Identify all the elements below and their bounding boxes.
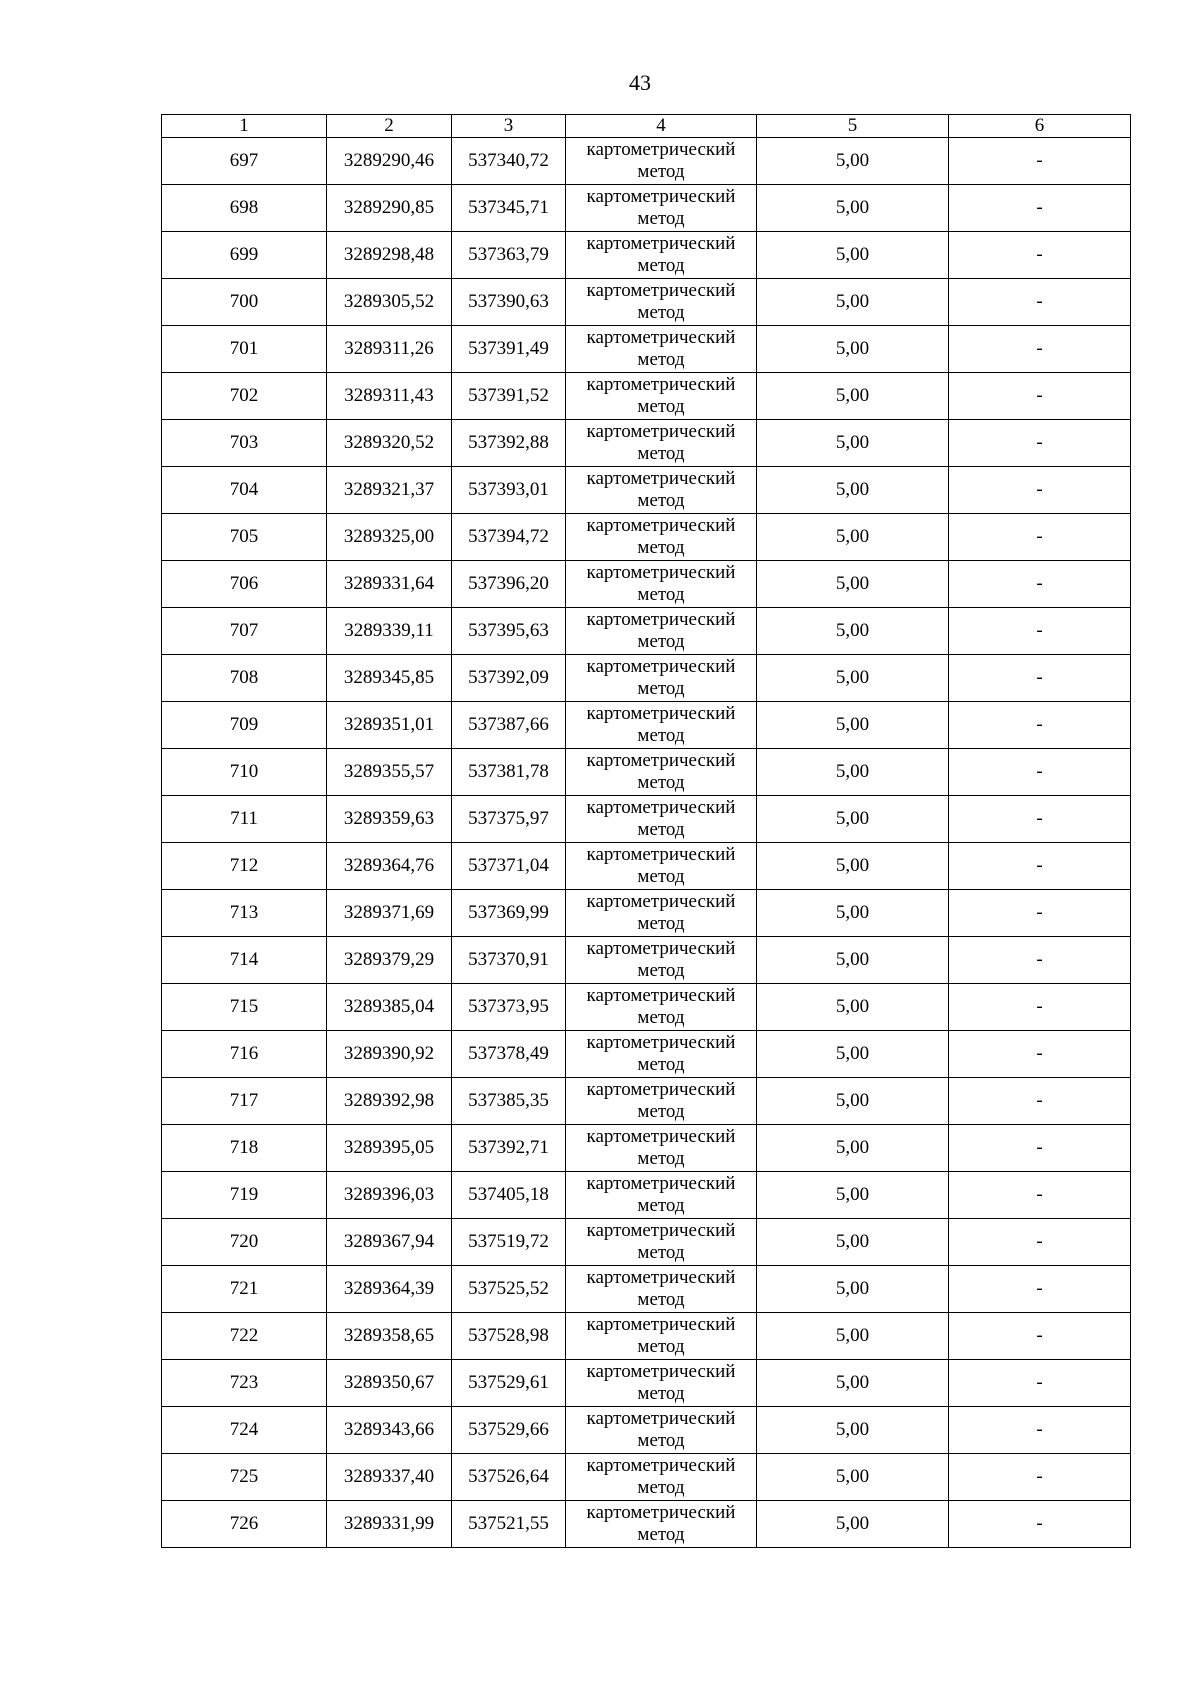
point-number-cell: 716 xyxy=(162,1031,327,1078)
table-body xyxy=(162,138,1131,1548)
table-row xyxy=(162,1313,1131,1360)
point-number-cell: 697 xyxy=(162,138,327,185)
x-coordinate-cell: 3289305,52 xyxy=(327,279,452,326)
table-row xyxy=(162,1172,1131,1219)
note-cell: - xyxy=(949,1407,1131,1454)
table-row xyxy=(162,608,1131,655)
method-cell: картометрический метод xyxy=(566,1125,757,1172)
table-row xyxy=(162,1219,1131,1266)
method-cell: картометрический метод xyxy=(566,1454,757,1501)
x-coordinate-cell: 3289350,67 xyxy=(327,1360,452,1407)
x-coordinate-cell: 3289367,94 xyxy=(327,1219,452,1266)
point-number-cell: 717 xyxy=(162,1078,327,1125)
method-cell: картометрический метод xyxy=(566,749,757,796)
accuracy-cell: 5,00 xyxy=(757,138,949,185)
accuracy-cell: 5,00 xyxy=(757,796,949,843)
y-coordinate-cell: 537391,49 xyxy=(452,326,566,373)
table-row xyxy=(162,1501,1131,1548)
accuracy-cell: 5,00 xyxy=(757,1407,949,1454)
x-coordinate-cell: 3289337,40 xyxy=(327,1454,452,1501)
method-cell: картометрический метод xyxy=(566,514,757,561)
y-coordinate-cell: 537340,72 xyxy=(452,138,566,185)
accuracy-cell: 5,00 xyxy=(757,561,949,608)
accuracy-cell: 5,00 xyxy=(757,279,949,326)
note-cell: - xyxy=(949,1125,1131,1172)
note-cell: - xyxy=(949,561,1131,608)
accuracy-cell: 5,00 xyxy=(757,843,949,890)
x-coordinate-cell: 3289359,63 xyxy=(327,796,452,843)
coordinates-table xyxy=(161,114,1131,1548)
note-cell: - xyxy=(949,796,1131,843)
point-number-cell: 724 xyxy=(162,1407,327,1454)
note-cell: - xyxy=(949,467,1131,514)
header-row xyxy=(162,115,1131,138)
y-coordinate-cell: 537370,91 xyxy=(452,937,566,984)
point-number-cell: 714 xyxy=(162,937,327,984)
accuracy-cell: 5,00 xyxy=(757,1360,949,1407)
table-row xyxy=(162,1454,1131,1501)
table-header xyxy=(162,115,1131,138)
point-number-cell: 715 xyxy=(162,984,327,1031)
point-number-cell: 723 xyxy=(162,1360,327,1407)
x-coordinate-cell: 3289379,29 xyxy=(327,937,452,984)
y-coordinate-cell: 537385,35 xyxy=(452,1078,566,1125)
note-cell: - xyxy=(949,279,1131,326)
point-number-cell: 707 xyxy=(162,608,327,655)
method-cell: картометрический метод xyxy=(566,702,757,749)
page-number: 43 xyxy=(629,70,651,95)
column-header: 4 xyxy=(566,115,757,138)
point-number-cell: 722 xyxy=(162,1313,327,1360)
x-coordinate-cell: 3289320,52 xyxy=(327,420,452,467)
accuracy-cell: 5,00 xyxy=(757,1172,949,1219)
note-cell: - xyxy=(949,1031,1131,1078)
table-row xyxy=(162,1031,1131,1078)
y-coordinate-cell: 537525,52 xyxy=(452,1266,566,1313)
y-coordinate-cell: 537371,04 xyxy=(452,843,566,890)
y-coordinate-cell: 537391,52 xyxy=(452,373,566,420)
table-row xyxy=(162,890,1131,937)
x-coordinate-cell: 3289290,46 xyxy=(327,138,452,185)
method-cell: картометрический метод xyxy=(566,279,757,326)
method-cell: картометрический метод xyxy=(566,1313,757,1360)
method-cell: картометрический метод xyxy=(566,420,757,467)
y-coordinate-cell: 537392,71 xyxy=(452,1125,566,1172)
x-coordinate-cell: 3289364,39 xyxy=(327,1266,452,1313)
x-coordinate-cell: 3289385,04 xyxy=(327,984,452,1031)
y-coordinate-cell: 537392,88 xyxy=(452,420,566,467)
accuracy-cell: 5,00 xyxy=(757,1125,949,1172)
y-coordinate-cell: 537387,66 xyxy=(452,702,566,749)
method-cell: картометрический метод xyxy=(566,1031,757,1078)
table-row xyxy=(162,420,1131,467)
note-cell: - xyxy=(949,749,1131,796)
point-number-cell: 718 xyxy=(162,1125,327,1172)
y-coordinate-cell: 537521,55 xyxy=(452,1501,566,1548)
y-coordinate-cell: 537363,79 xyxy=(452,232,566,279)
table-row xyxy=(162,467,1131,514)
method-cell: картометрический метод xyxy=(566,1501,757,1548)
y-coordinate-cell: 537393,01 xyxy=(452,467,566,514)
table-row xyxy=(162,655,1131,702)
point-number-cell: 708 xyxy=(162,655,327,702)
note-cell: - xyxy=(949,1501,1131,1548)
point-number-cell: 699 xyxy=(162,232,327,279)
accuracy-cell: 5,00 xyxy=(757,890,949,937)
method-cell: картометрический метод xyxy=(566,326,757,373)
point-number-cell: 702 xyxy=(162,373,327,420)
accuracy-cell: 5,00 xyxy=(757,1313,949,1360)
point-number-cell: 726 xyxy=(162,1501,327,1548)
method-cell: картометрический метод xyxy=(566,1407,757,1454)
method-cell: картометрический метод xyxy=(566,1219,757,1266)
column-header: 2 xyxy=(327,115,452,138)
table-row xyxy=(162,138,1131,185)
x-coordinate-cell: 3289358,65 xyxy=(327,1313,452,1360)
x-coordinate-cell: 3289331,64 xyxy=(327,561,452,608)
method-cell: картометрический метод xyxy=(566,373,757,420)
accuracy-cell: 5,00 xyxy=(757,655,949,702)
accuracy-cell: 5,00 xyxy=(757,326,949,373)
table-row xyxy=(162,232,1131,279)
method-cell: картометрический метод xyxy=(566,1172,757,1219)
method-cell: картометрический метод xyxy=(566,796,757,843)
point-number-cell: 704 xyxy=(162,467,327,514)
method-cell: картометрический метод xyxy=(566,1266,757,1313)
table-row xyxy=(162,796,1131,843)
note-cell: - xyxy=(949,1454,1131,1501)
y-coordinate-cell: 537390,63 xyxy=(452,279,566,326)
y-coordinate-cell: 537526,64 xyxy=(452,1454,566,1501)
note-cell: - xyxy=(949,232,1131,279)
y-coordinate-cell: 537395,63 xyxy=(452,608,566,655)
x-coordinate-cell: 3289345,85 xyxy=(327,655,452,702)
table-row xyxy=(162,185,1131,232)
y-coordinate-cell: 537381,78 xyxy=(452,749,566,796)
column-header: 1 xyxy=(162,115,327,138)
y-coordinate-cell: 537529,61 xyxy=(452,1360,566,1407)
note-cell: - xyxy=(949,1219,1131,1266)
x-coordinate-cell: 3289364,76 xyxy=(327,843,452,890)
x-coordinate-cell: 3289371,69 xyxy=(327,890,452,937)
note-cell: - xyxy=(949,373,1131,420)
table-row xyxy=(162,1125,1131,1172)
x-coordinate-cell: 3289321,37 xyxy=(327,467,452,514)
method-cell: картометрический метод xyxy=(566,185,757,232)
x-coordinate-cell: 3289311,43 xyxy=(327,373,452,420)
note-cell: - xyxy=(949,1266,1131,1313)
method-cell: картометрический метод xyxy=(566,1078,757,1125)
x-coordinate-cell: 3289355,57 xyxy=(327,749,452,796)
table-row xyxy=(162,1407,1131,1454)
note-cell: - xyxy=(949,890,1131,937)
note-cell: - xyxy=(949,655,1131,702)
y-coordinate-cell: 537378,49 xyxy=(452,1031,566,1078)
column-header: 3 xyxy=(452,115,566,138)
x-coordinate-cell: 3289343,66 xyxy=(327,1407,452,1454)
table-row xyxy=(162,1360,1131,1407)
table-row xyxy=(162,749,1131,796)
method-cell: картометрический метод xyxy=(566,843,757,890)
method-cell: картометрический метод xyxy=(566,890,757,937)
accuracy-cell: 5,00 xyxy=(757,937,949,984)
note-cell: - xyxy=(949,843,1131,890)
accuracy-cell: 5,00 xyxy=(757,232,949,279)
table-row xyxy=(162,1078,1131,1125)
accuracy-cell: 5,00 xyxy=(757,373,949,420)
point-number-cell: 713 xyxy=(162,890,327,937)
method-cell: картометрический метод xyxy=(566,655,757,702)
y-coordinate-cell: 537373,95 xyxy=(452,984,566,1031)
accuracy-cell: 5,00 xyxy=(757,749,949,796)
method-cell: картометрический метод xyxy=(566,984,757,1031)
accuracy-cell: 5,00 xyxy=(757,514,949,561)
note-cell: - xyxy=(949,937,1131,984)
table-row xyxy=(162,279,1131,326)
point-number-cell: 712 xyxy=(162,843,327,890)
note-cell: - xyxy=(949,1078,1131,1125)
y-coordinate-cell: 537375,97 xyxy=(452,796,566,843)
method-cell: картометрический метод xyxy=(566,467,757,514)
accuracy-cell: 5,00 xyxy=(757,185,949,232)
x-coordinate-cell: 3289290,85 xyxy=(327,185,452,232)
point-number-cell: 725 xyxy=(162,1454,327,1501)
y-coordinate-cell: 537396,20 xyxy=(452,561,566,608)
accuracy-cell: 5,00 xyxy=(757,1219,949,1266)
table-row xyxy=(162,326,1131,373)
point-number-cell: 721 xyxy=(162,1266,327,1313)
accuracy-cell: 5,00 xyxy=(757,1031,949,1078)
point-number-cell: 705 xyxy=(162,514,327,561)
x-coordinate-cell: 3289351,01 xyxy=(327,702,452,749)
point-number-cell: 720 xyxy=(162,1219,327,1266)
point-number-cell: 719 xyxy=(162,1172,327,1219)
column-header: 6 xyxy=(949,115,1131,138)
accuracy-cell: 5,00 xyxy=(757,420,949,467)
point-number-cell: 703 xyxy=(162,420,327,467)
accuracy-cell: 5,00 xyxy=(757,467,949,514)
x-coordinate-cell: 3289298,48 xyxy=(327,232,452,279)
x-coordinate-cell: 3289311,26 xyxy=(327,326,452,373)
y-coordinate-cell: 537369,99 xyxy=(452,890,566,937)
method-cell: картометрический метод xyxy=(566,232,757,279)
column-header: 5 xyxy=(757,115,949,138)
y-coordinate-cell: 537405,18 xyxy=(452,1172,566,1219)
table-row xyxy=(162,843,1131,890)
method-cell: картометрический метод xyxy=(566,561,757,608)
note-cell: - xyxy=(949,138,1131,185)
x-coordinate-cell: 3289331,99 xyxy=(327,1501,452,1548)
x-coordinate-cell: 3289339,11 xyxy=(327,608,452,655)
table-row xyxy=(162,702,1131,749)
y-coordinate-cell: 537345,71 xyxy=(452,185,566,232)
y-coordinate-cell: 537528,98 xyxy=(452,1313,566,1360)
point-number-cell: 710 xyxy=(162,749,327,796)
accuracy-cell: 5,00 xyxy=(757,702,949,749)
point-number-cell: 700 xyxy=(162,279,327,326)
y-coordinate-cell: 537394,72 xyxy=(452,514,566,561)
table-row xyxy=(162,514,1131,561)
x-coordinate-cell: 3289396,03 xyxy=(327,1172,452,1219)
accuracy-cell: 5,00 xyxy=(757,608,949,655)
y-coordinate-cell: 537529,66 xyxy=(452,1407,566,1454)
note-cell: - xyxy=(949,1360,1131,1407)
point-number-cell: 709 xyxy=(162,702,327,749)
method-cell: картометрический метод xyxy=(566,608,757,655)
point-number-cell: 701 xyxy=(162,326,327,373)
method-cell: картометрический метод xyxy=(566,138,757,185)
table-row xyxy=(162,561,1131,608)
note-cell: - xyxy=(949,702,1131,749)
note-cell: - xyxy=(949,326,1131,373)
table-row xyxy=(162,984,1131,1031)
table-row xyxy=(162,373,1131,420)
point-number-cell: 711 xyxy=(162,796,327,843)
point-number-cell: 706 xyxy=(162,561,327,608)
accuracy-cell: 5,00 xyxy=(757,984,949,1031)
method-cell: картометрический метод xyxy=(566,1360,757,1407)
note-cell: - xyxy=(949,514,1131,561)
accuracy-cell: 5,00 xyxy=(757,1454,949,1501)
method-cell: картометрический метод xyxy=(566,937,757,984)
note-cell: - xyxy=(949,984,1131,1031)
point-number-cell: 698 xyxy=(162,185,327,232)
note-cell: - xyxy=(949,608,1131,655)
accuracy-cell: 5,00 xyxy=(757,1078,949,1125)
note-cell: - xyxy=(949,185,1131,232)
x-coordinate-cell: 3289325,00 xyxy=(327,514,452,561)
note-cell: - xyxy=(949,420,1131,467)
x-coordinate-cell: 3289390,92 xyxy=(327,1031,452,1078)
note-cell: - xyxy=(949,1172,1131,1219)
table-row xyxy=(162,937,1131,984)
note-cell: - xyxy=(949,1313,1131,1360)
accuracy-cell: 5,00 xyxy=(757,1501,949,1548)
y-coordinate-cell: 537519,72 xyxy=(452,1219,566,1266)
y-coordinate-cell: 537392,09 xyxy=(452,655,566,702)
accuracy-cell: 5,00 xyxy=(757,1266,949,1313)
table-row xyxy=(162,1266,1131,1313)
x-coordinate-cell: 3289395,05 xyxy=(327,1125,452,1172)
x-coordinate-cell: 3289392,98 xyxy=(327,1078,452,1125)
